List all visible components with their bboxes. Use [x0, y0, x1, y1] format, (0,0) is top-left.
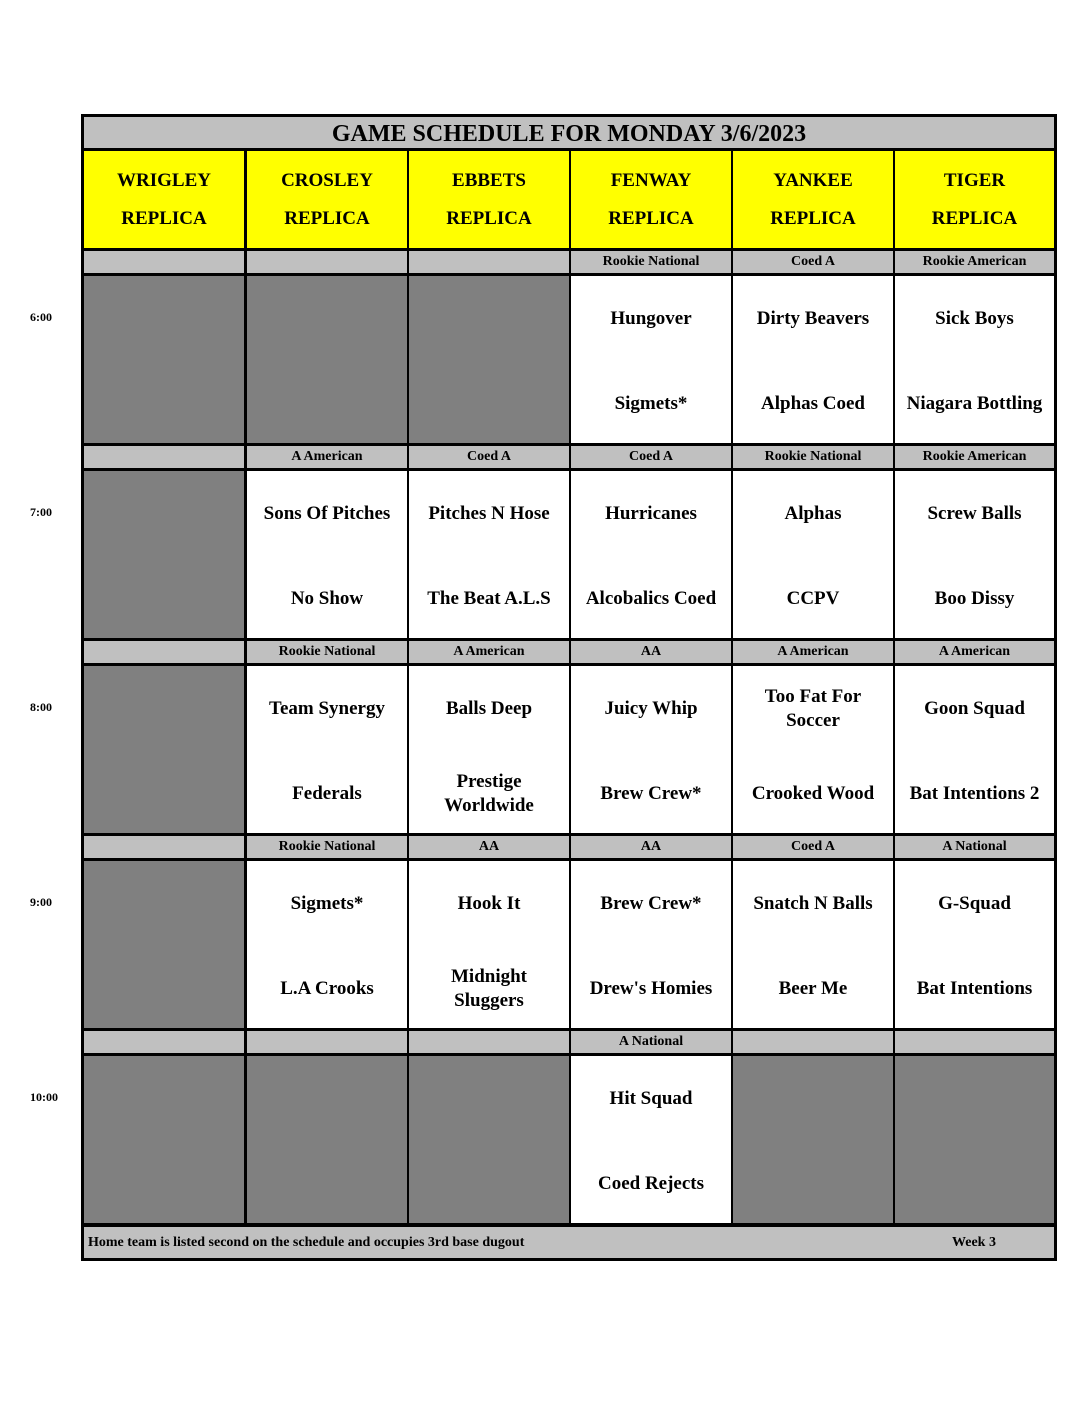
empty-cell: [84, 861, 244, 1028]
field-name: FENWAY: [610, 169, 692, 191]
home-team: Beer Me: [778, 978, 848, 999]
time-label: 7:00: [30, 505, 52, 519]
away-team: Hook It: [457, 893, 521, 914]
time-label: 8:00: [30, 700, 52, 714]
away-team: Balls Deep: [445, 698, 533, 719]
division-row: [84, 1031, 1054, 1056]
field-header-row: [84, 151, 1054, 251]
away-team: Snatch N Balls: [753, 893, 873, 914]
game-cell: [571, 471, 731, 638]
empty-cell: [247, 1056, 407, 1223]
division-label: A National: [895, 836, 1054, 858]
field-subtitle: REPLICA: [121, 207, 207, 229]
field-header-0: [84, 151, 244, 248]
field-subtitle: REPLICA: [446, 207, 532, 229]
empty-cell: [84, 276, 244, 443]
home-team: Alcobalics Coed: [585, 588, 717, 609]
division-label: Rookie National: [247, 836, 407, 858]
home-team: The Beat A.L.S: [427, 588, 551, 609]
time-label: 6:00: [30, 310, 52, 324]
game-cell: [895, 471, 1054, 638]
empty-cell: [409, 1056, 569, 1223]
division-label: AA: [571, 641, 731, 663]
division-label: AA: [571, 836, 731, 858]
field-subtitle: REPLICA: [770, 207, 856, 229]
home-team: Alphas Coed: [761, 393, 865, 414]
away-team: Alphas: [784, 503, 842, 524]
game-cell: [733, 861, 893, 1028]
field-header-2: [409, 151, 569, 248]
division-label: Rookie National: [571, 251, 731, 273]
division-label: Rookie American: [895, 251, 1054, 273]
game-cell: [571, 276, 731, 443]
home-team: CCPV: [786, 588, 840, 609]
game-cell: [409, 471, 569, 638]
time-slot: [84, 641, 1054, 836]
game-cell: [733, 276, 893, 443]
away-team: Screw Balls: [927, 503, 1022, 524]
division-label: Rookie National: [247, 641, 407, 663]
division-label: [84, 641, 244, 663]
empty-cell: [895, 1056, 1054, 1223]
division-label: Rookie National: [733, 446, 893, 468]
division-row: [84, 251, 1054, 276]
footer-note: Home team is listed second on the schedule and occupies 3rd base dugout: [88, 1235, 525, 1250]
away-team: Sons Of Pitches: [263, 503, 391, 524]
home-team: Federals: [292, 783, 362, 804]
game-cell: [247, 471, 407, 638]
field-name: EBBETS: [452, 169, 526, 191]
game-cell: [247, 861, 407, 1028]
game-cell: [409, 666, 569, 833]
home-team: Bat Intentions: [916, 978, 1033, 999]
division-label: [84, 1031, 244, 1053]
time-slot: [84, 446, 1054, 641]
schedule-table: [81, 114, 1057, 1261]
away-team: Hurricanes: [605, 503, 697, 524]
field-name: YANKEE: [773, 169, 853, 191]
time-slot: [84, 251, 1054, 446]
game-cell: [895, 861, 1054, 1028]
field-header-1: [247, 151, 407, 248]
division-label: [409, 251, 569, 273]
home-team: Niagara Bottling: [906, 393, 1043, 414]
game-cell: [571, 861, 731, 1028]
division-label: [247, 1031, 407, 1053]
home-team: No Show: [290, 588, 364, 609]
home-team: Midnight Sluggers: [450, 966, 528, 1011]
field-subtitle: REPLICA: [284, 207, 370, 229]
division-label: A National: [571, 1031, 731, 1053]
home-team: Bat Intentions 2: [909, 783, 1040, 804]
home-team: Crooked Wood: [751, 783, 875, 804]
page-title: GAME SCHEDULE FOR MONDAY 3/6/2023: [84, 117, 1054, 151]
division-label: A American: [733, 641, 893, 663]
away-team: Brew Crew*: [600, 893, 702, 914]
division-label: Coed A: [409, 446, 569, 468]
time-label: 10:00: [30, 1090, 58, 1104]
field-name: TIGER: [943, 169, 1006, 191]
division-label: AA: [409, 836, 569, 858]
game-cell: [409, 861, 569, 1028]
home-team: Drew's Homies: [589, 978, 713, 999]
field-name: CROSLEY: [281, 169, 373, 191]
home-team: Boo Dissy: [934, 588, 1015, 609]
division-label: [733, 1031, 893, 1053]
division-label: A American: [247, 446, 407, 468]
away-team: Sick Boys: [935, 308, 1014, 329]
division-label: [84, 836, 244, 858]
week-label: Week 3: [952, 1235, 996, 1250]
field-header-4: [733, 151, 893, 248]
game-cell: [895, 276, 1054, 443]
empty-cell: [247, 276, 407, 443]
empty-cell: [84, 1056, 244, 1223]
division-label: [409, 1031, 569, 1053]
division-label: Coed A: [571, 446, 731, 468]
game-cell: [733, 471, 893, 638]
game-cell: [733, 666, 893, 833]
game-cell: [247, 666, 407, 833]
field-header-3: [571, 151, 731, 248]
field-header-5: [895, 151, 1054, 248]
division-label: Rookie American: [895, 446, 1054, 468]
game-cell: [895, 666, 1054, 833]
home-team: Brew Crew*: [600, 783, 702, 804]
division-label: Coed A: [733, 251, 893, 273]
empty-cell: [733, 1056, 893, 1223]
home-team: L.A Crooks: [280, 978, 374, 999]
away-team: Juicy Whip: [604, 698, 698, 719]
empty-cell: [409, 276, 569, 443]
division-row: [84, 836, 1054, 861]
field-name: WRIGLEY: [117, 169, 211, 191]
division-row: [84, 641, 1054, 666]
time-column: [0, 0, 84, 1408]
empty-cell: [84, 471, 244, 638]
division-label: A American: [895, 641, 1054, 663]
game-cell: [571, 1056, 731, 1223]
home-team: Prestige Worldwide: [444, 771, 534, 816]
time-slot: [84, 1031, 1054, 1226]
time-slot: [84, 836, 1054, 1031]
time-label: 9:00: [30, 895, 52, 909]
division-label: A American: [409, 641, 569, 663]
empty-cell: [84, 666, 244, 833]
away-team: Hit Squad: [609, 1088, 693, 1109]
division-label: [84, 446, 244, 468]
game-cell: [571, 666, 731, 833]
away-team: G-Squad: [938, 893, 1011, 914]
division-row: [84, 446, 1054, 471]
division-label: [247, 251, 407, 273]
away-team: Hungover: [610, 308, 692, 329]
away-team: Team Synergy: [269, 698, 385, 719]
division-label: [84, 251, 244, 273]
home-team: Coed Rejects: [597, 1173, 705, 1194]
field-subtitle: REPLICA: [931, 207, 1018, 229]
home-team: Sigmets*: [614, 393, 688, 414]
footer-bar: [84, 1227, 1054, 1258]
division-label: [895, 1031, 1054, 1053]
away-team: Dirty Beavers: [756, 308, 870, 329]
away-team: Sigmets*: [290, 893, 364, 914]
division-label: Coed A: [733, 836, 893, 858]
field-subtitle: REPLICA: [608, 207, 694, 229]
away-team: Too Fat For Soccer: [764, 686, 862, 731]
away-team: Goon Squad: [924, 698, 1025, 719]
away-team: Pitches N Hose: [428, 503, 550, 524]
